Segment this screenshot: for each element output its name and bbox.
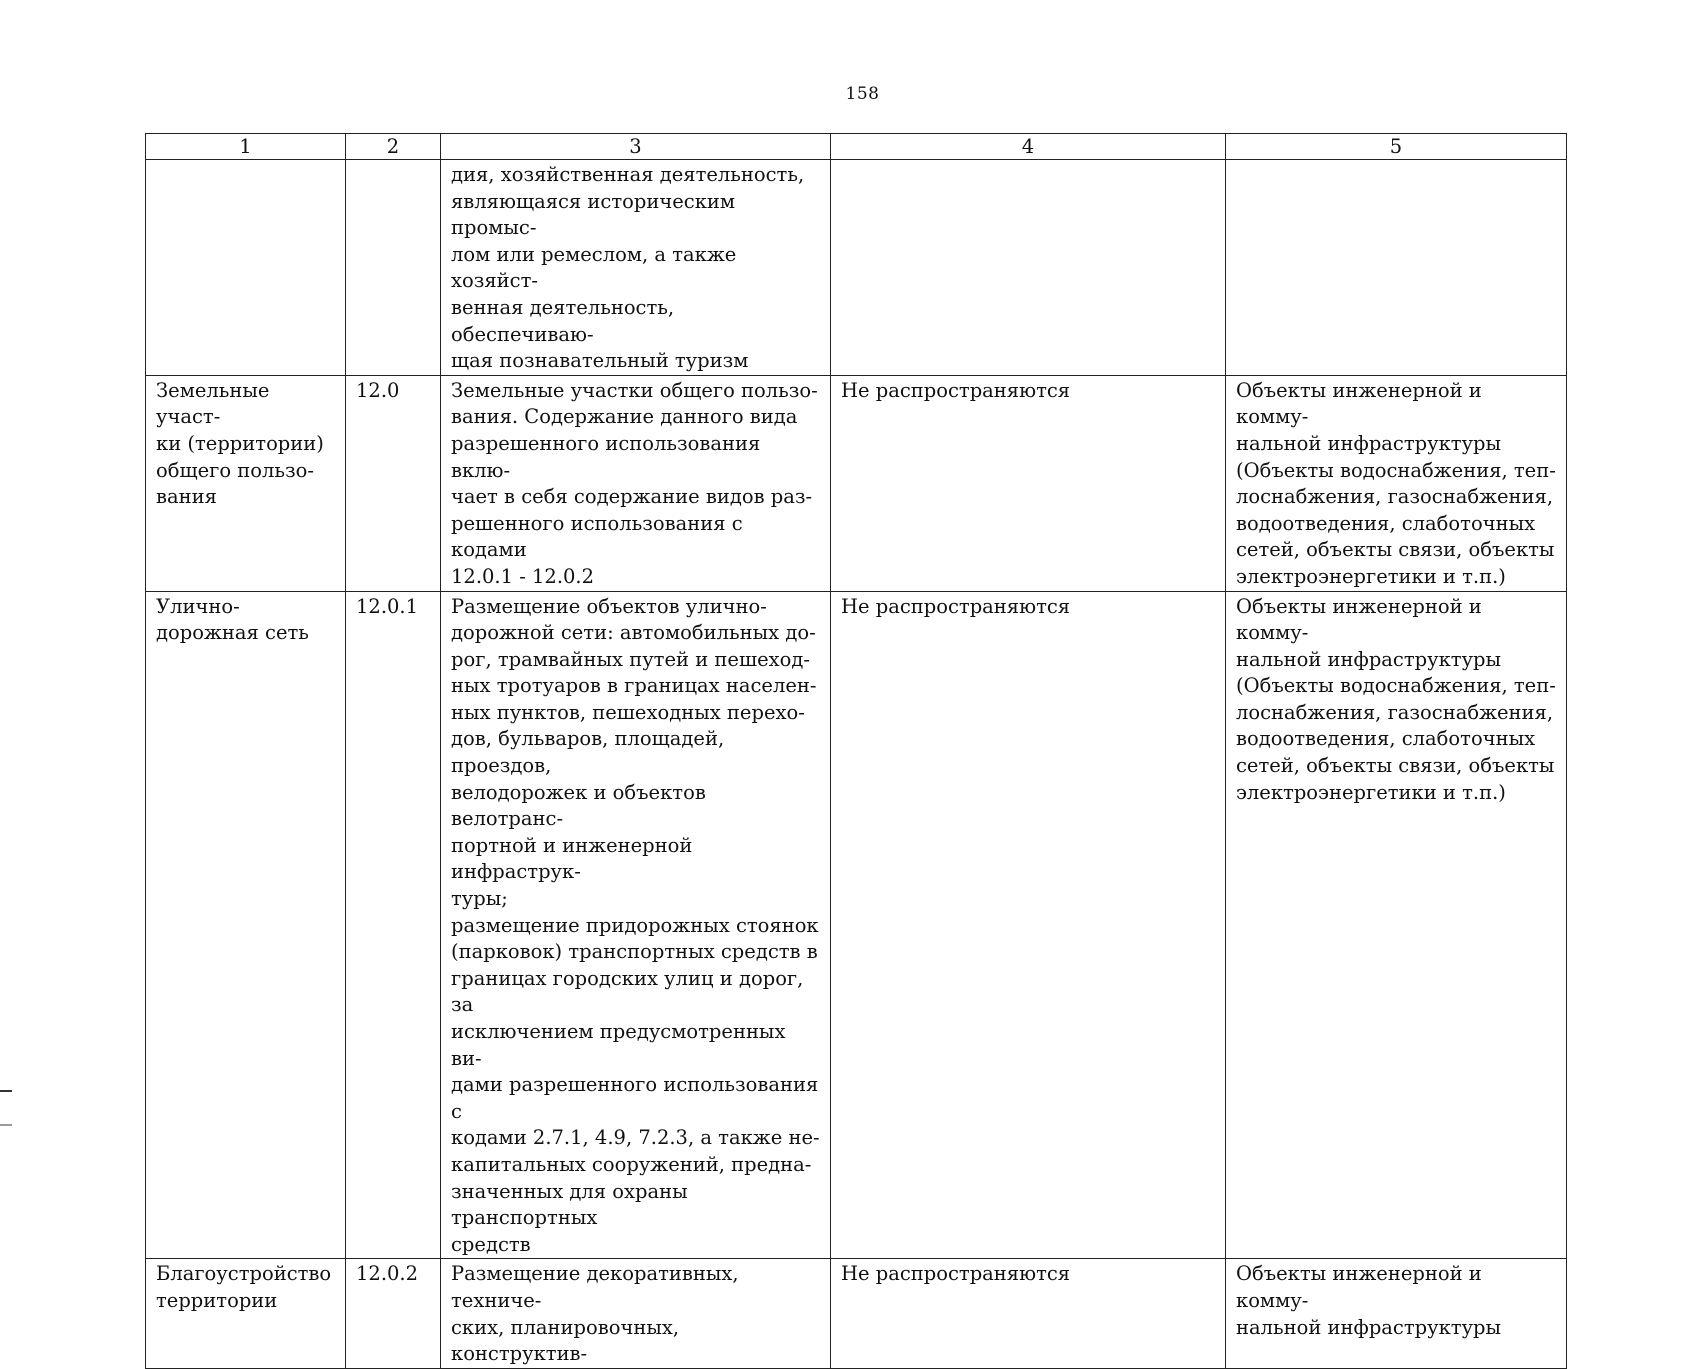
cell-objects: Объекты инженерной и комму- нальной инфраструктуры — [1226, 1259, 1567, 1368]
cell-restrictions: Не распространяются — [831, 1259, 1226, 1368]
cell-name: Земельные участ- ки (территории) общего пользо- вания — [146, 375, 346, 591]
cell-objects: Объекты инженерной и комму- нальной инфраструктуры (Объекты водоснабжения, теп- лоснабжения, газоснабжения, водоотведения, слаботочных сетей, объекты связи, объекты электроэнергетики и т.п.) — [1226, 375, 1567, 591]
cell-objects — [1226, 160, 1567, 376]
header-col-1: 1 — [146, 134, 346, 160]
cell-description: Земельные участки общего пользо- вания. Содержание данного вида разрешенного использования вклю- чает в себя содержание видов раз- решенного использования с кодами 12.0.1 - 12.0.2 — [441, 375, 831, 591]
header-col-3: 3 — [441, 134, 831, 160]
cell-restrictions — [831, 160, 1226, 376]
table-header-row — [146, 134, 1567, 160]
table-row — [146, 160, 1567, 376]
table-row — [146, 375, 1567, 591]
page-number: 158 — [845, 84, 880, 104]
header-col-2: 2 — [346, 134, 441, 160]
cell-code — [346, 160, 441, 376]
cell-name: Благоустройство территории — [146, 1259, 346, 1368]
cell-name — [146, 160, 346, 376]
cell-description: Размещение объектов улично- дорожной сети: автомобильных до- рог, трамвайных путей и пешеход- ных тротуаров в границах населен- ных пунктов, пешеходных перехо- дов, бульваров, площадей, проездов, велодорожек и объектов велотранс- портной и инженерной инфраструк- туры; размещение придорожных стоянок (парковок) транспортных средств в границах городских улиц и дорог, за исключением предусмотренных ви- дами разрешенного использования с кодами 2.7.1, 4.9, 7.2.3, а также не- капитальных сооружений, предна- значенных для охраны транспортных средств — [441, 591, 831, 1259]
margin-mark — [0, 1090, 12, 1092]
margin-mark — [0, 1124, 12, 1126]
cell-restrictions: Не распространяются — [831, 591, 1226, 1259]
table-row — [146, 591, 1567, 1259]
header-col-4: 4 — [831, 134, 1226, 160]
land-use-table — [145, 133, 1567, 1369]
cell-name: Улично- дорожная сеть — [146, 591, 346, 1259]
cell-code: 12.0.1 — [346, 591, 441, 1259]
cell-description: дия, хозяйственная деятельность, являющаяся историческим промыс- лом или ремеслом, а также хозяйст- венная деятельность, обеспечиваю- щая познавательный туризм — [441, 160, 831, 376]
cell-code: 12.0.2 — [346, 1259, 441, 1368]
table-row — [146, 1259, 1567, 1368]
cell-objects: Объекты инженерной и комму- нальной инфраструктуры (Объекты водоснабжения, теп- лоснабжения, газоснабжения, водоотведения, слаботочных сетей, объекты связи, объекты электроэнергетики и т.п.) — [1226, 591, 1567, 1259]
cell-code: 12.0 — [346, 375, 441, 591]
cell-description: Размещение декоративных, техниче- ских, планировочных, конструктив- — [441, 1259, 831, 1368]
header-col-5: 5 — [1226, 134, 1567, 160]
cell-restrictions: Не распространяются — [831, 375, 1226, 591]
